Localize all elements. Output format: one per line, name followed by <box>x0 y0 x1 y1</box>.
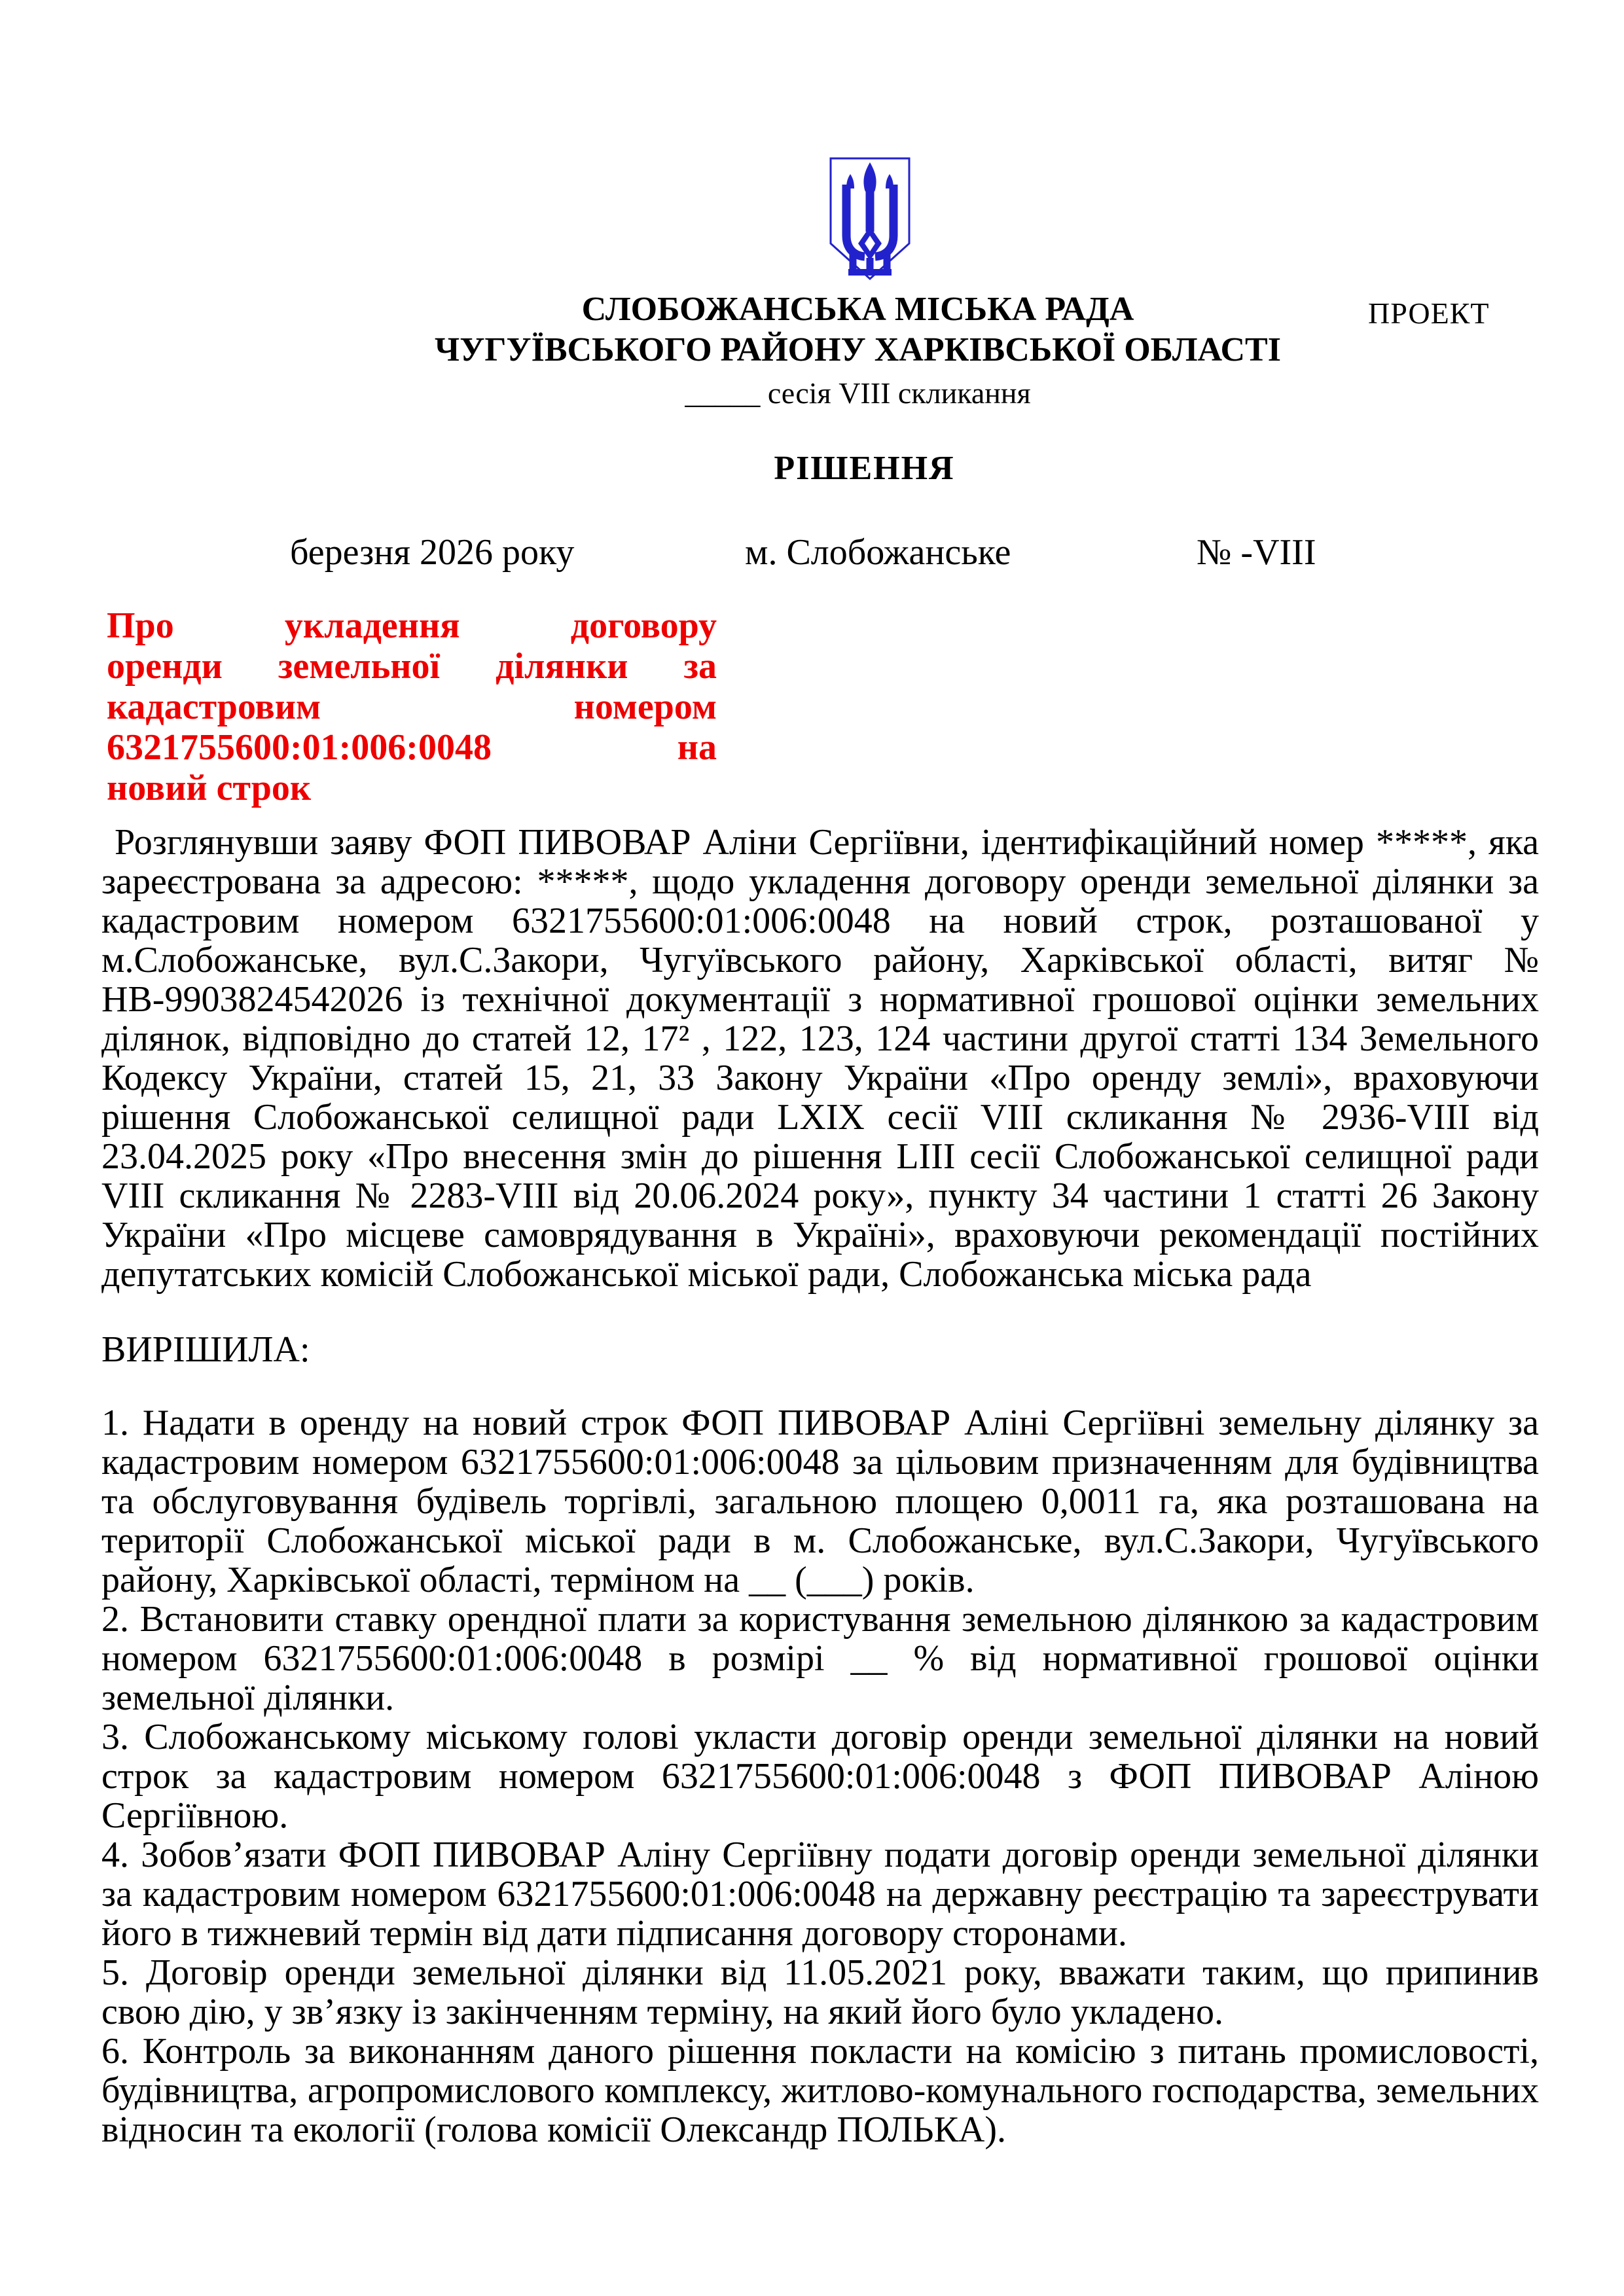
subject-line: кадастровим номером <box>107 687 717 727</box>
coat-of-arms-icon <box>827 154 913 283</box>
resolution-item: 1. Надати в оренду на новий строк ФОП ПИВОВАР Аліні Сергіївні земельну ділянку за кадастровим номером 6321755600:01:006:0048 за цільовим призначенням для будівництва та обслуговування будівель торгівлі, загальною площею 0,0011 га, яка розташована на території Слобожанської міської ради в м. Слобожанське, вул.С.Закори, Чугуївського району, Харківської області, терміном на __ (___) років. <box>101 1403 1539 1600</box>
preamble-paragraph: Розглянувши заяву ФОП ПИВОВАР Аліни Сергіївни, ідентифікаційний номер *****, яка зареєстрована за адресою: *****, щодо укладення договору оренди земельної ділянки за кадастровим номером 6321755600:01:006:0048 на новий строк, розташованої у м.Слобожанське, вул.С.Закори, Чугуївського району, Харківської області, витяг № НВ-9903824542026 із технічної документації з нормативної грошової оцінки земельних ділянок, відповідно до статей 12, 17² , 122, 123, 124 частини другої статті 134 Земельного Кодексу України, статей 15, 21, 33 Закону України «Про оренду землі», враховуючи рішення Слобожанської селищної ради LXIX сесії VIII скликання № 2936-VIII від 23.04.2025 року «Про внесення змін до рішення LIII сесії Слобожанської селищної ради VIII скликання № 2283-VIII від 20.06.2024 року», пункту 34 частини 1 статті 26 Закону України «Про місцеве самоврядування в Україні», враховуючи рекомендації постійних депутатських комісій Слобожанської міської ради, Слобожанська міська рада <box>101 822 1539 1295</box>
resolution-item: 6. Контроль за виконанням даного рішення покласти на комісію з питань промисловості, будівництва, агропромислового комплексу, житлово-комунального господарства, земельних відносин та екології (голова комісії Олександр ПОЛЬКА). <box>101 2031 1539 2150</box>
resolved-label: ВИРІШИЛА: <box>101 1329 310 1370</box>
session-line: _____ сесія VIII скликання <box>685 376 1031 410</box>
resolution-item: 4. Зобов’язати ФОП ПИВОВАР Аліну Сергіївну подати договір оренди земельної ділянки за кадастровим номером 6321755600:01:006:0048 на державну реєстрацію та зареєструвати його в тижневий термін від дати підписання договору сторонами. <box>101 1835 1539 1954</box>
resolution-item: 2. Встановити ставку орендної плати за користування земельною ділянкою за кадастровим номером 6321755600:01:006:0048 в розмірі __ % від нормативної грошової оцінки земельної ділянки. <box>101 1599 1539 1718</box>
resolution-items <box>101 1403 1539 2149</box>
project-status-label: ПРОЕКТ <box>1368 296 1490 330</box>
resolution-item: 3. Слобожанському міському голові укласти договір оренди земельної ділянки на новий строк за кадастровим номером 6321755600:01:006:0048 з ФОП ПИВОВАР Аліною Сергіївною. <box>101 1717 1539 1836</box>
subject-line: 6321755600:01:006:0048 на <box>107 727 717 768</box>
document-header <box>0 289 1624 412</box>
dateline-place: м. Слобожанське <box>745 532 1011 573</box>
trident-emblem-svg <box>827 154 913 283</box>
org-name-line1: СЛОБОЖАНСЬКА МІСЬКА РАДА <box>581 291 1134 328</box>
org-name-line2: ЧУГУЇВСЬКОГО РАЙОНУ ХАРКІВСЬКОЇ ОБЛАСТІ <box>435 331 1281 368</box>
doc-type-title: РІШЕННЯ <box>774 450 955 487</box>
subject-block <box>107 605 717 808</box>
subject-line: Про укладення договору <box>107 605 717 646</box>
subject-line: оренди земельної ділянки за <box>107 646 717 687</box>
subject-line: новий строк <box>107 768 312 808</box>
resolution-item: 5. Договір оренди земельної ділянки від 11.05.2021 року, вважати таким, що припинив свою дію, у зв’язку із закінченням терміну, на який його було укладено. <box>101 1952 1539 2032</box>
dateline-date: березня 2026 року <box>290 532 575 573</box>
dateline-number: № -VIII <box>1197 532 1316 573</box>
document-body <box>101 605 1539 2149</box>
